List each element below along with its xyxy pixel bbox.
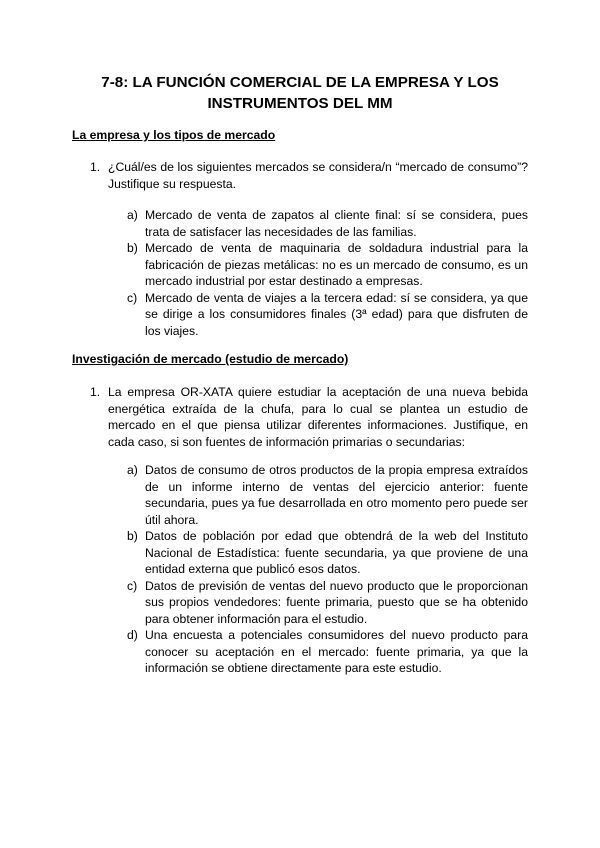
question-2 [90,384,528,450]
answer-text: Una encuesta a potenciales consumidores del nuevo producto para conocer su aceptación en el mercado: fuente primaria, ya que la información se obtiene directamente para este estudio. [145,628,528,675]
answer-text: Datos de consumo de otros productos de la propia empresa extraídos de un informe interno de ventas del ejercicio anterior: fuente secundaria, pues ya fue desarrollada en otro momento pero puede ser útil ahora. [145,463,528,527]
answer-letter: d) [127,628,138,642]
answer-item [127,627,528,677]
answer-text: Mercado de venta de zapatos al cliente final: sí se considera, pues trata de satisfacer las necesidades de las familias. [145,208,528,239]
answer-item [127,578,528,628]
answer-letter: c) [127,290,138,305]
answer-list-1 [127,207,528,339]
question-number: 1. [90,160,101,174]
section-heading-market-types: La empresa y los tipos de mercado [72,128,276,142]
answer-item [127,207,528,240]
page-title: 7-8: LA FUNCIÓN COMERCIAL DE LA EMPRESA Y LOS INSTRUMENTOS DEL MM [101,74,499,112]
answer-item [127,240,528,290]
answer-letter: a) [127,463,138,477]
answer-letter: b) [127,529,138,543]
question-text: ¿Cuál/es de los siguientes mercados se considera/n “mercado de consumo”? Justifique su respuesta. [108,160,528,191]
answer-letter: b) [127,241,138,255]
answer-letter: c) [127,578,138,593]
answer-item [127,462,528,528]
answer-text: Mercado de venta de maquinaria de soldadura industrial para la fabricación de piezas metálicas: no es un mercado de consumo, es un mercado industrial por estar destinado a empresas. [145,241,528,288]
question-text: La empresa OR-XATA quiere estudiar la aceptación de una nueva bebida energética extraída de la chufa, para lo cual se plantea un estudio de mercado en el que piensa utilizar diferentes informaciones. Justifique, en cada caso, si son fuentes de información primarias o secundarias: [108,385,528,449]
answer-text: Datos de previsión de ventas del nuevo producto que le proporcionan sus propios vendedores: fuente primaria, puesto que se ha obtenido para obtener información para el estudio. [145,578,528,626]
answer-list-2 [127,462,528,677]
answer-text: Mercado de venta de viajes a la tercera edad: sí se considera, ya que se dirige a los consumidores finales (3ª edad) para que disfruten de los viajes. [145,290,528,338]
answer-item [127,290,528,340]
question-number: 1. [90,385,101,399]
answer-text: Datos de población por edad que obtendrá de la web del Instituto Nacional de Estadística: fuente secundaria, ya que proviene de una entidad externa que publicó esos datos. [145,529,528,576]
answer-item [127,528,528,578]
question-1 [90,159,528,192]
answer-letter: a) [127,208,138,222]
section-heading-market-research: Investigación de mercado (estudio de mercado) [72,352,349,366]
